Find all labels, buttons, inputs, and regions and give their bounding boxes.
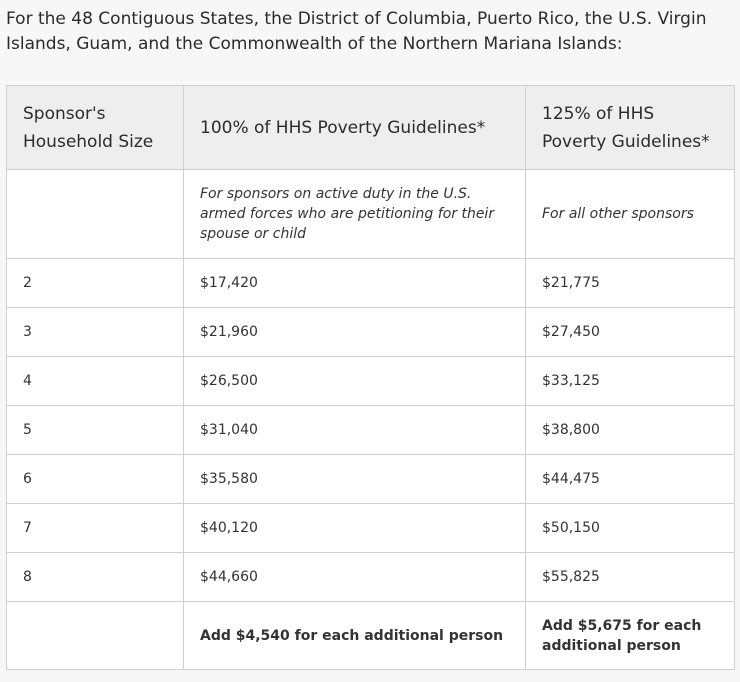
table-row — [7, 553, 735, 602]
foot-125-percent: Add $5,675 for each additional person — [526, 602, 735, 670]
cell-household-size: 5 — [7, 406, 184, 455]
cell-100-percent: $44,660 — [184, 553, 526, 602]
cell-household-size: 7 — [7, 504, 184, 553]
table-row — [7, 455, 735, 504]
cell-household-size: 6 — [7, 455, 184, 504]
cell-100-percent: $31,040 — [184, 406, 526, 455]
cell-100-percent: $35,580 — [184, 455, 526, 504]
additional-person-row — [7, 602, 735, 670]
poverty-guidelines-table — [6, 85, 735, 670]
desc-100-percent: For sponsors on active duty in the U.S. armed forces who are petitioning for their spouse or child — [184, 170, 526, 259]
header-household-size: Sponsor's Household Size — [7, 86, 184, 170]
header-100-percent: 100% of HHS Poverty Guidelines* — [184, 86, 526, 170]
cell-100-percent: $26,500 — [184, 357, 526, 406]
table-row — [7, 308, 735, 357]
cell-125-percent: $33,125 — [526, 357, 735, 406]
cell-100-percent: $21,960 — [184, 308, 526, 357]
table-row — [7, 259, 735, 308]
cell-household-size: 4 — [7, 357, 184, 406]
cell-125-percent: $21,775 — [526, 259, 735, 308]
description-row — [7, 170, 735, 259]
cell-125-percent: $27,450 — [526, 308, 735, 357]
table-header-row — [7, 86, 735, 170]
desc-household-size — [7, 170, 184, 259]
cell-125-percent: $38,800 — [526, 406, 735, 455]
table-row — [7, 357, 735, 406]
cell-125-percent: $44,475 — [526, 455, 735, 504]
foot-100-percent: Add $4,540 for each additional person — [184, 602, 526, 670]
table-row — [7, 406, 735, 455]
intro-text: For the 48 Contiguous States, the District of Columbia, Puerto Rico, the U.S. Virgin Islands, Guam, and the Commonwealth of the Northern Mariana Islands: — [6, 9, 707, 54]
table-row — [7, 504, 735, 553]
cell-100-percent: $17,420 — [184, 259, 526, 308]
cell-household-size: 2 — [7, 259, 184, 308]
cell-100-percent: $40,120 — [184, 504, 526, 553]
foot-household-size — [7, 602, 184, 670]
cell-household-size: 8 — [7, 553, 184, 602]
poverty-guidelines-table-wrapper — [6, 85, 734, 670]
cell-125-percent: $50,150 — [526, 504, 735, 553]
header-125-percent: 125% of HHS Poverty Guidelines* — [526, 86, 735, 170]
desc-125-percent: For all other sponsors — [526, 170, 735, 259]
cell-household-size: 3 — [7, 308, 184, 357]
cell-125-percent: $55,825 — [526, 553, 735, 602]
